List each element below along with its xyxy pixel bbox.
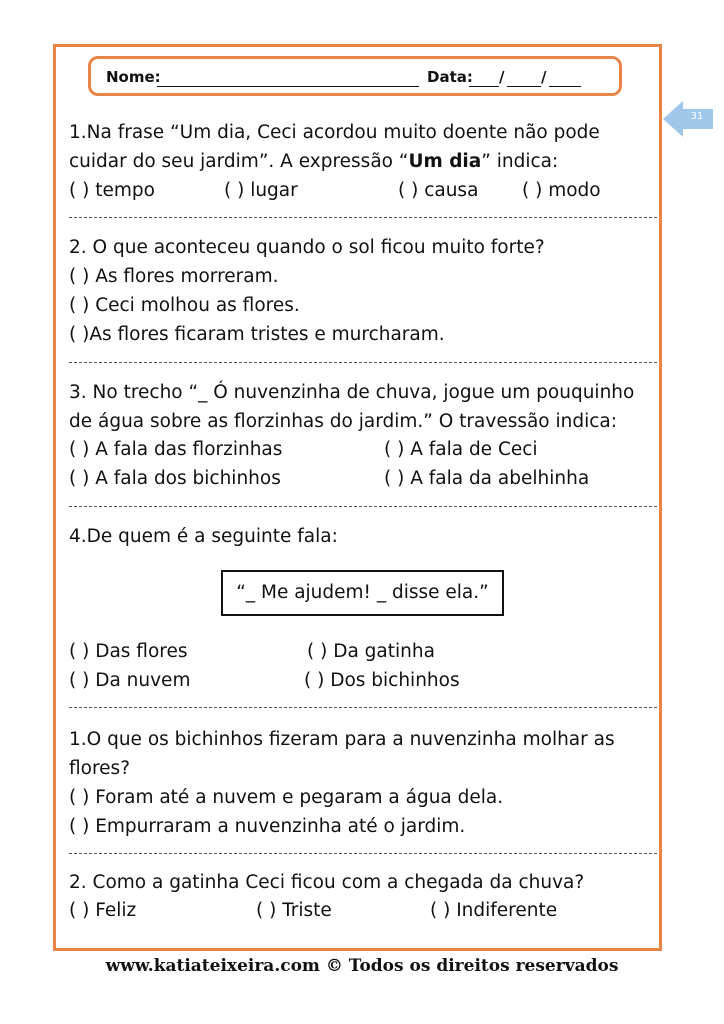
option: ( ) Ceci molhou as flores. (69, 295, 300, 316)
header-box (88, 56, 622, 96)
option: ( ) A fala dos bichinhos (69, 468, 281, 489)
option: ( ) causa (398, 180, 479, 201)
option: ( ) lugar (224, 180, 298, 201)
option: ( ) A fala da abelhinha (384, 468, 590, 489)
copyright-footer: www.katiateixeira.com © Todos os direitos reservados (105, 956, 619, 976)
option: ( ) Da nuvem (69, 670, 191, 691)
option: ( ) Indiferente (430, 900, 558, 921)
question-5-line-2: flores? (69, 758, 131, 779)
date-separator: / (541, 68, 547, 86)
question-2: 2. O que aconteceu quando o sol ficou muito forte? (69, 237, 545, 258)
question-4: 4.De quem é a seguinte fala: (69, 526, 338, 547)
page-number-tab (663, 101, 713, 137)
question-3-line-1: 3. No trecho “_ Ó nuvenzinha de chuva, jogue um pouquinho (69, 382, 635, 403)
date-day-line (469, 86, 499, 87)
option: ( ) modo (522, 180, 601, 201)
option: ( ) As flores morreram. (69, 266, 279, 287)
name-blank-line (157, 86, 419, 87)
question-1-line-2: cuidar do seu jardim”. A expressão “Um dia” indica: (69, 151, 559, 172)
option: ( ) A fala das florzinhas (69, 439, 283, 460)
option: ( ) Das flores (69, 641, 188, 662)
name-label: Nome: (106, 68, 161, 86)
option: ( ) Dos bichinhos (304, 670, 460, 691)
option: ( )As flores ficaram tristes e murcharam. (69, 324, 445, 345)
date-separator: / (499, 68, 505, 86)
page-number: 31 (690, 111, 704, 122)
option: ( ) tempo (69, 180, 155, 201)
divider (69, 506, 657, 507)
date-year-line (549, 86, 581, 87)
divider (69, 217, 657, 218)
option: ( ) Triste (256, 900, 332, 921)
question-6: 2. Como a gatinha Ceci ficou com a chegada da chuva? (69, 872, 585, 893)
option: ( ) A fala de Ceci (384, 439, 538, 460)
question-1-line-1: 1.Na frase “Um dia, Ceci acordou muito doente não pode (69, 122, 600, 143)
question-3-line-2: de água sobre as florzinhas do jardim.” O travessão indica: (69, 411, 617, 432)
date-label: Data: (427, 68, 473, 86)
option: ( ) Foram até a nuvem e pegaram a água dela. (69, 787, 504, 808)
option: ( ) Empurraram a nuvenzinha até o jardim. (69, 816, 466, 837)
question-5-line-1: 1.O que os bichinhos fizeram para a nuvenzinha molhar as (69, 729, 615, 750)
option: ( ) Da gatinha (307, 641, 435, 662)
option: ( ) Feliz (69, 900, 137, 921)
date-month-line (507, 86, 541, 87)
divider (69, 853, 657, 854)
divider (69, 362, 657, 363)
quote-box: “_ Me ajudem! _ disse ela.” (221, 570, 504, 616)
divider (69, 707, 657, 708)
question-1-bold-term: Um dia (408, 151, 482, 172)
